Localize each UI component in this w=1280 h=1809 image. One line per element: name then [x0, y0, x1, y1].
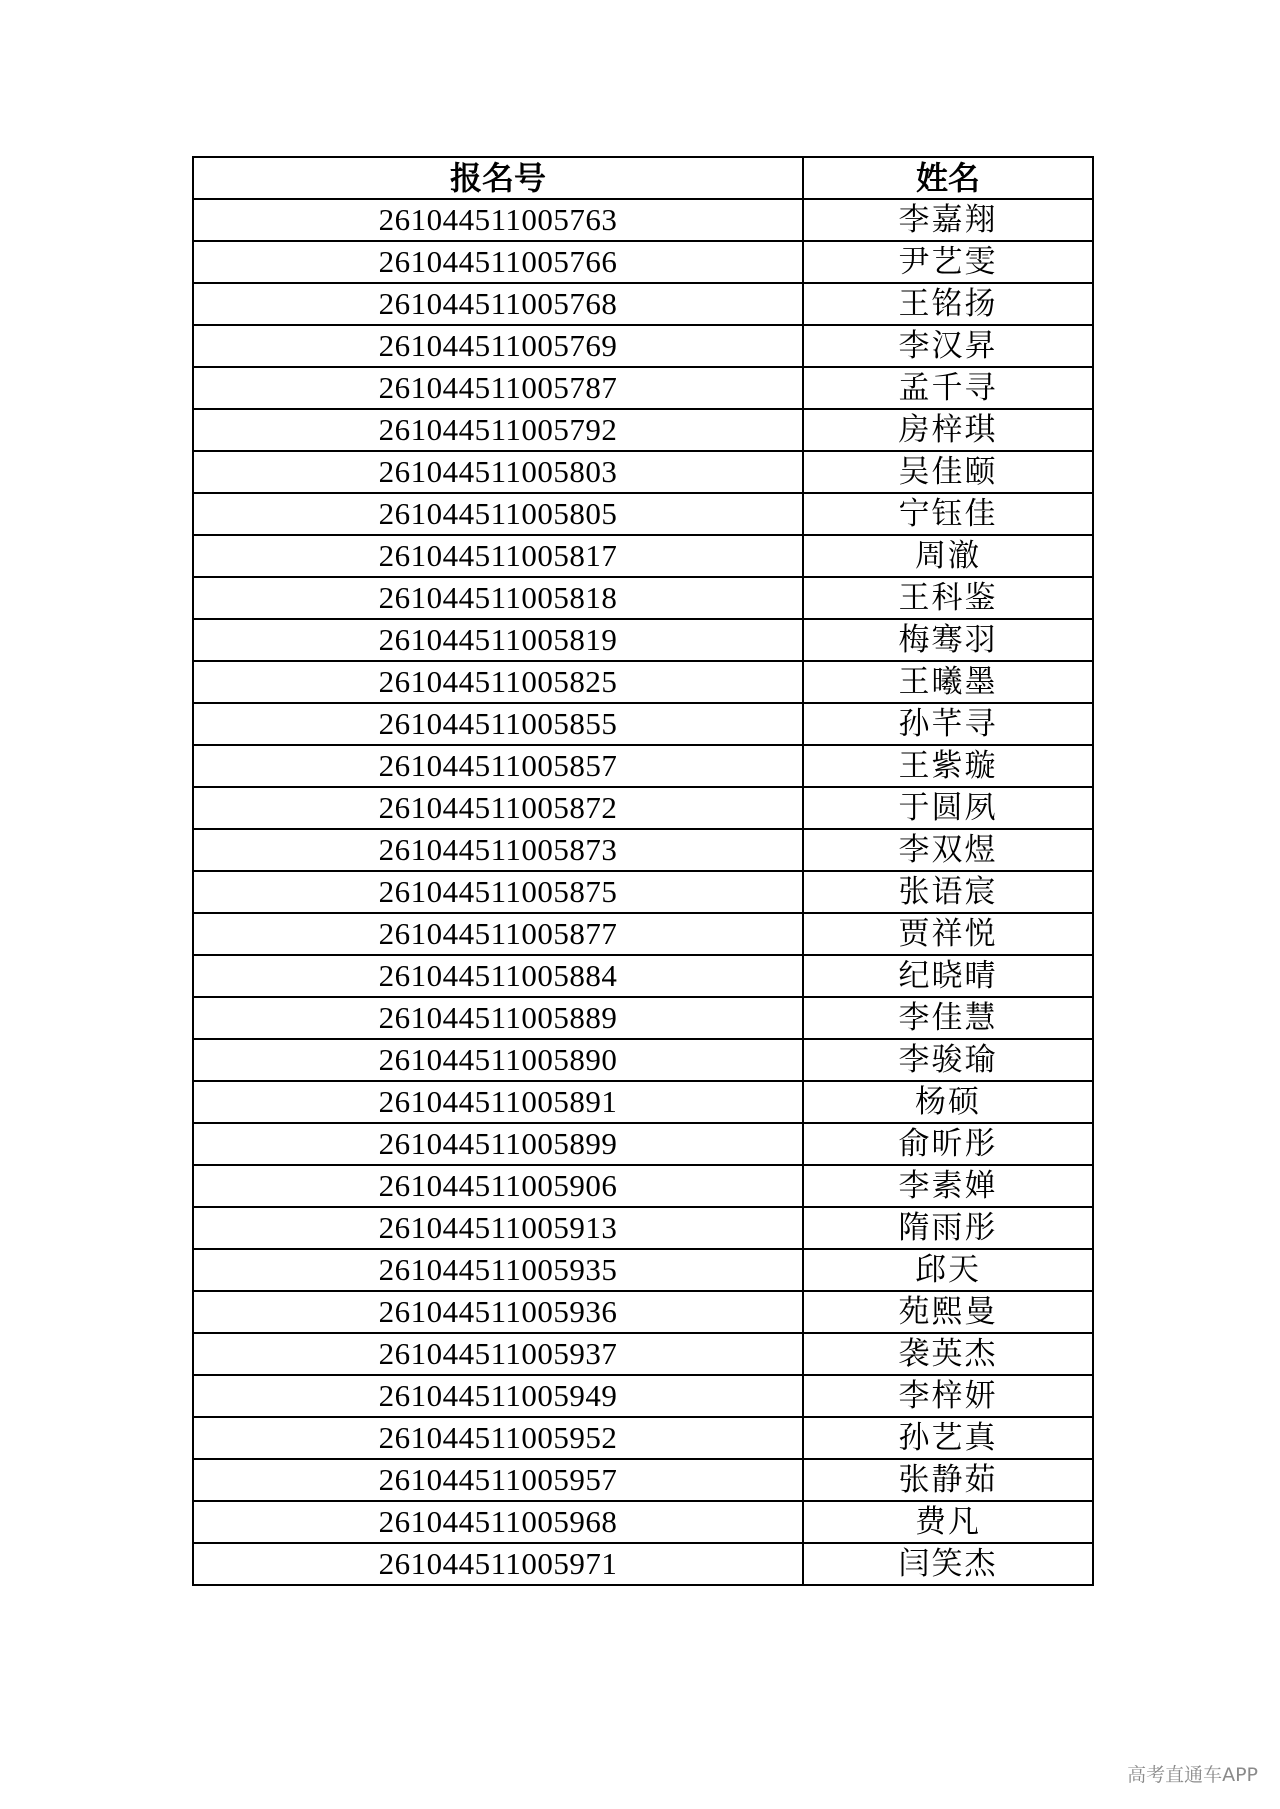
registration-number-cell: 261044511005968	[193, 1501, 803, 1543]
table-row	[193, 199, 1093, 241]
name-cell: 苑熙曼	[803, 1291, 1093, 1333]
name-cell: 李素婵	[803, 1165, 1093, 1207]
column-header-registration-number: 报名号	[193, 157, 803, 199]
table-row	[193, 577, 1093, 619]
registration-number-cell: 261044511005906	[193, 1165, 803, 1207]
registration-number-cell: 261044511005949	[193, 1375, 803, 1417]
table-row	[193, 241, 1093, 283]
table-row	[193, 1459, 1093, 1501]
name-cell: 宁钰佳	[803, 493, 1093, 535]
table-row	[193, 535, 1093, 577]
table-row	[193, 1501, 1093, 1543]
table-row	[193, 913, 1093, 955]
name-cell: 费凡	[803, 1501, 1093, 1543]
table-row	[193, 1417, 1093, 1459]
name-cell: 于圆夙	[803, 787, 1093, 829]
registration-number-cell: 261044511005792	[193, 409, 803, 451]
registration-number-cell: 261044511005935	[193, 1249, 803, 1291]
name-cell: 邱天	[803, 1249, 1093, 1291]
registration-number-cell: 261044511005899	[193, 1123, 803, 1165]
registration-number-cell: 261044511005805	[193, 493, 803, 535]
registration-number-cell: 261044511005769	[193, 325, 803, 367]
registration-number-cell: 261044511005889	[193, 997, 803, 1039]
table-header-row	[193, 157, 1093, 199]
table-row	[193, 829, 1093, 871]
registration-number-cell: 261044511005952	[193, 1417, 803, 1459]
registration-number-cell: 261044511005787	[193, 367, 803, 409]
registration-number-cell: 261044511005768	[193, 283, 803, 325]
name-cell: 李嘉翔	[803, 199, 1093, 241]
name-cell: 纪晓晴	[803, 955, 1093, 997]
registration-number-cell: 261044511005819	[193, 619, 803, 661]
registration-number-cell: 261044511005873	[193, 829, 803, 871]
name-cell: 李双煜	[803, 829, 1093, 871]
registration-number-cell: 261044511005913	[193, 1207, 803, 1249]
registration-table	[192, 156, 1094, 1586]
table-row	[193, 1081, 1093, 1123]
registration-number-cell: 261044511005890	[193, 1039, 803, 1081]
table-row	[193, 787, 1093, 829]
table-row	[193, 1207, 1093, 1249]
name-cell: 王铭扬	[803, 283, 1093, 325]
registration-number-cell: 261044511005817	[193, 535, 803, 577]
name-cell: 周澈	[803, 535, 1093, 577]
registration-number-cell: 261044511005825	[193, 661, 803, 703]
name-cell: 梅骞羽	[803, 619, 1093, 661]
table-row	[193, 409, 1093, 451]
table-body	[193, 199, 1093, 1585]
name-cell: 李骏瑜	[803, 1039, 1093, 1081]
registration-number-cell: 261044511005857	[193, 745, 803, 787]
registration-number-cell: 261044511005766	[193, 241, 803, 283]
table-row	[193, 1543, 1093, 1585]
registration-number-cell: 261044511005891	[193, 1081, 803, 1123]
table-row	[193, 283, 1093, 325]
table-row	[193, 1333, 1093, 1375]
name-cell: 闫笑杰	[803, 1543, 1093, 1585]
table-row	[193, 1123, 1093, 1165]
name-cell: 孟千寻	[803, 367, 1093, 409]
name-cell: 俞昕彤	[803, 1123, 1093, 1165]
table-row	[193, 325, 1093, 367]
registration-number-cell: 261044511005877	[193, 913, 803, 955]
name-cell: 隋雨彤	[803, 1207, 1093, 1249]
registration-number-cell: 261044511005884	[193, 955, 803, 997]
registration-number-cell: 261044511005936	[193, 1291, 803, 1333]
table-row	[193, 619, 1093, 661]
column-header-name: 姓名	[803, 157, 1093, 199]
name-cell: 贾祥悦	[803, 913, 1093, 955]
table-row	[193, 1039, 1093, 1081]
name-cell: 王紫璇	[803, 745, 1093, 787]
table-row	[193, 1291, 1093, 1333]
registration-number-cell: 261044511005937	[193, 1333, 803, 1375]
table-row	[193, 493, 1093, 535]
table-row	[193, 1165, 1093, 1207]
name-cell: 李汉昇	[803, 325, 1093, 367]
name-cell: 杨硕	[803, 1081, 1093, 1123]
table-row	[193, 1375, 1093, 1417]
table-row	[193, 451, 1093, 493]
name-cell: 王曦墨	[803, 661, 1093, 703]
name-cell: 孙艺真	[803, 1417, 1093, 1459]
registration-number-cell: 261044511005818	[193, 577, 803, 619]
table-row	[193, 661, 1093, 703]
name-cell: 张语宸	[803, 871, 1093, 913]
name-cell: 王科鉴	[803, 577, 1093, 619]
name-cell: 李佳慧	[803, 997, 1093, 1039]
registration-number-cell: 261044511005763	[193, 199, 803, 241]
table-row	[193, 703, 1093, 745]
name-cell: 孙芊寻	[803, 703, 1093, 745]
watermark-text: 高考直通车APP	[1127, 1764, 1258, 1786]
name-cell: 尹艺雯	[803, 241, 1093, 283]
name-cell: 李梓妍	[803, 1375, 1093, 1417]
name-cell: 房梓琪	[803, 409, 1093, 451]
table-row	[193, 367, 1093, 409]
table-row	[193, 997, 1093, 1039]
table-row	[193, 955, 1093, 997]
registration-number-cell: 261044511005872	[193, 787, 803, 829]
registration-number-cell: 261044511005957	[193, 1459, 803, 1501]
name-cell: 张静茹	[803, 1459, 1093, 1501]
registration-number-cell: 261044511005855	[193, 703, 803, 745]
name-cell: 吴佳颐	[803, 451, 1093, 493]
table-row	[193, 745, 1093, 787]
registration-number-cell: 261044511005875	[193, 871, 803, 913]
registration-number-cell: 261044511005971	[193, 1543, 803, 1585]
table-row	[193, 871, 1093, 913]
table-row	[193, 1249, 1093, 1291]
registration-number-cell: 261044511005803	[193, 451, 803, 493]
name-cell: 袭英杰	[803, 1333, 1093, 1375]
